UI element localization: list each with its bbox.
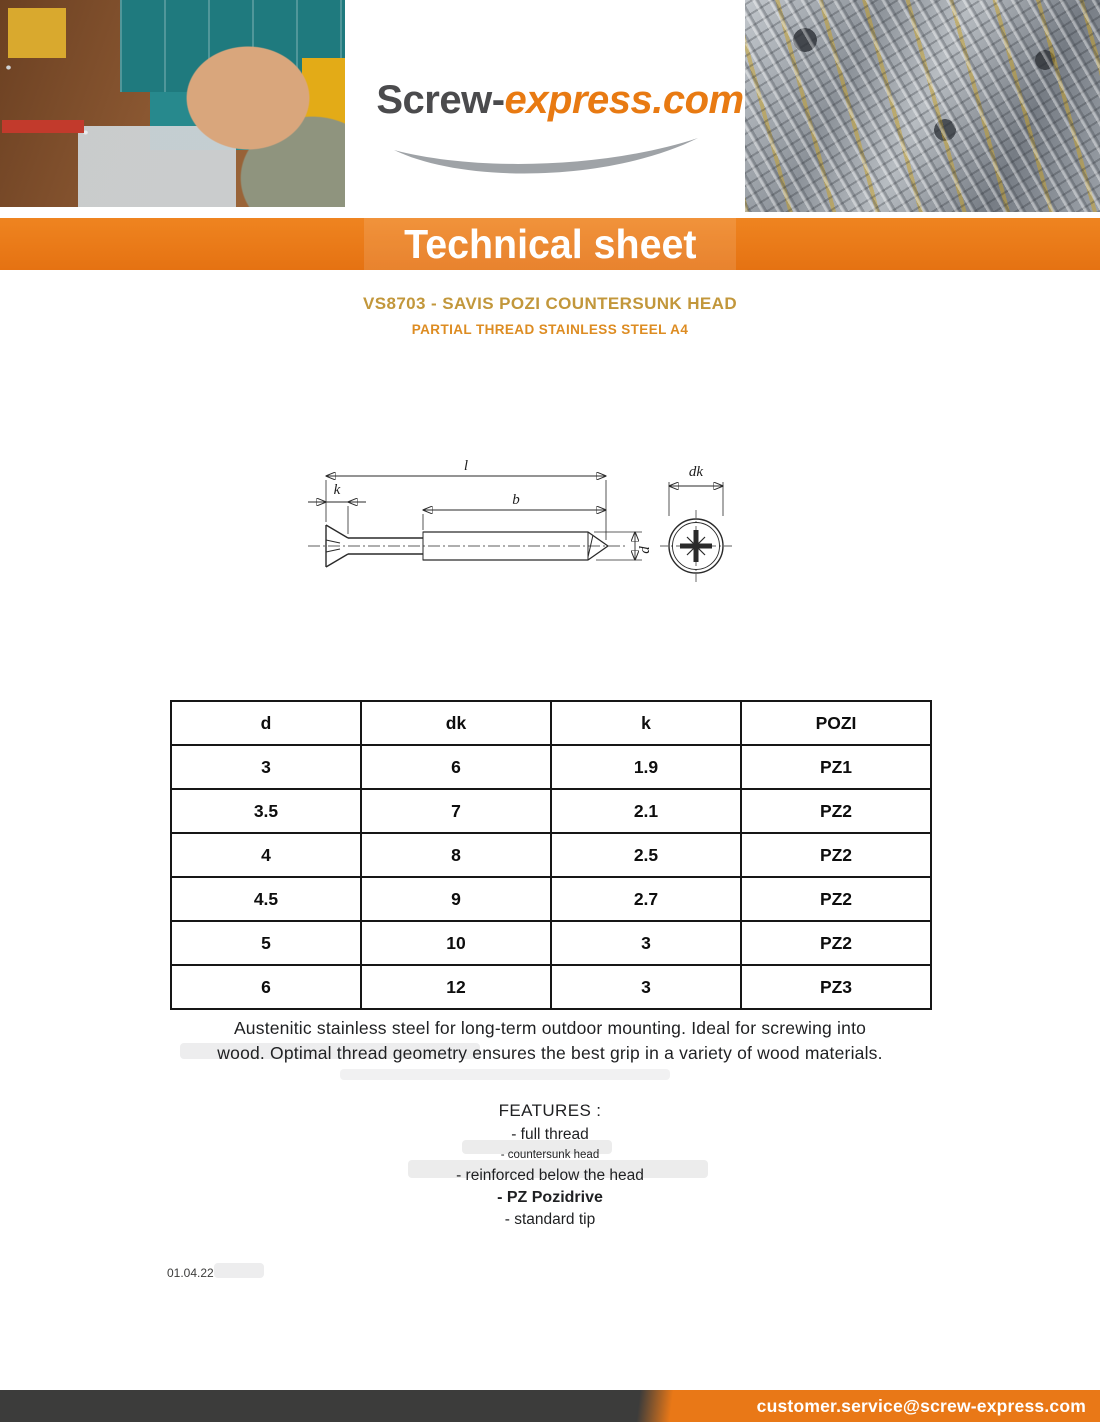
product-title: VS8703 - SAVIS POZI COUNTERSUNK HEAD [363,294,737,313]
customer-service-email-link[interactable]: customer.service@screw-express.com [756,1396,1086,1416]
feature-item-countersunk-head: - countersunk head [500,1149,600,1161]
technical-sheet-banner [0,218,1100,270]
table-cell: PZ2 [741,921,931,965]
table-cell: 7 [361,789,551,833]
dim-label-l: l [463,458,469,474]
features-heading: FEATURES : [498,1101,602,1120]
table-cell: 12 [361,965,551,1009]
table-header-pozi: POZI [741,701,931,745]
table-cell: 3 [551,921,741,965]
dim-label-dk: dk [688,464,704,480]
product-subtitle: PARTIAL THREAD STAINLESS STEEL A4 [411,322,689,337]
header-photo-workbench [0,0,345,207]
scan-artifact [214,1263,264,1278]
dim-label-k: k [333,482,341,498]
description-line-1: Austenitic stainless steel for long-term outdoor mounting. Ideal for screwing into [233,1018,867,1038]
table-row [171,921,931,965]
table-row [171,965,931,1009]
table-cell: 3 [171,745,361,789]
table-cell: PZ2 [741,833,931,877]
table-cell: PZ1 [741,745,931,789]
table-cell: 5 [171,921,361,965]
table-row [171,745,931,789]
table-cell: 4.5 [171,877,361,921]
feature-item-reinforced: - reinforced below the head [456,1167,644,1184]
feature-item-standard-tip: - standard tip [504,1211,596,1228]
header-photo-screws [745,0,1100,212]
brand-logo-orange-text: express.com [504,78,744,122]
table-cell: 6 [361,745,551,789]
banner-title: Technical sheet [403,220,697,267]
features-section [0,1098,1100,1231]
footer-bar [0,1390,1100,1422]
feature-item-pz-pozidrive: - PZ Pozidrive [497,1189,603,1206]
table-header-d: d [171,701,361,745]
dim-label-d: d [637,546,653,554]
banner-panel [364,218,737,270]
table-cell: 2.7 [551,877,741,921]
brand-logo [350,78,770,123]
table-cell: 2.5 [551,833,741,877]
feature-item-full-thread: - full thread [511,1126,589,1143]
table-row [171,789,931,833]
screw-technical-drawing [288,456,754,608]
table-row [171,877,931,921]
table-cell: 10 [361,921,551,965]
dim-label-b: b [512,492,520,508]
logo-swoosh [392,136,702,178]
revision-date: 01.04.22 [167,1266,214,1280]
product-description [0,1016,1100,1066]
brand-logo-dark-text: Screw- [376,78,505,122]
description-line-2: wood. Optimal thread geometry ensures the best grip in a variety of wood materials. [217,1043,883,1063]
table-row [171,833,931,877]
table-cell: PZ3 [741,965,931,1009]
table-header-dk: dk [361,701,551,745]
table-cell: 3 [551,965,741,1009]
table-cell: 6 [171,965,361,1009]
table-header-row [171,701,931,745]
table-cell: 4 [171,833,361,877]
table-cell: PZ2 [741,789,931,833]
dimensions-table [170,700,932,1010]
table-cell: 1.9 [551,745,741,789]
table-cell: PZ2 [741,877,931,921]
table-cell: 9 [361,877,551,921]
table-cell: 8 [361,833,551,877]
scan-artifact [340,1069,670,1080]
table-header-k: k [551,701,741,745]
table-cell: 2.1 [551,789,741,833]
table-cell: 3.5 [171,789,361,833]
